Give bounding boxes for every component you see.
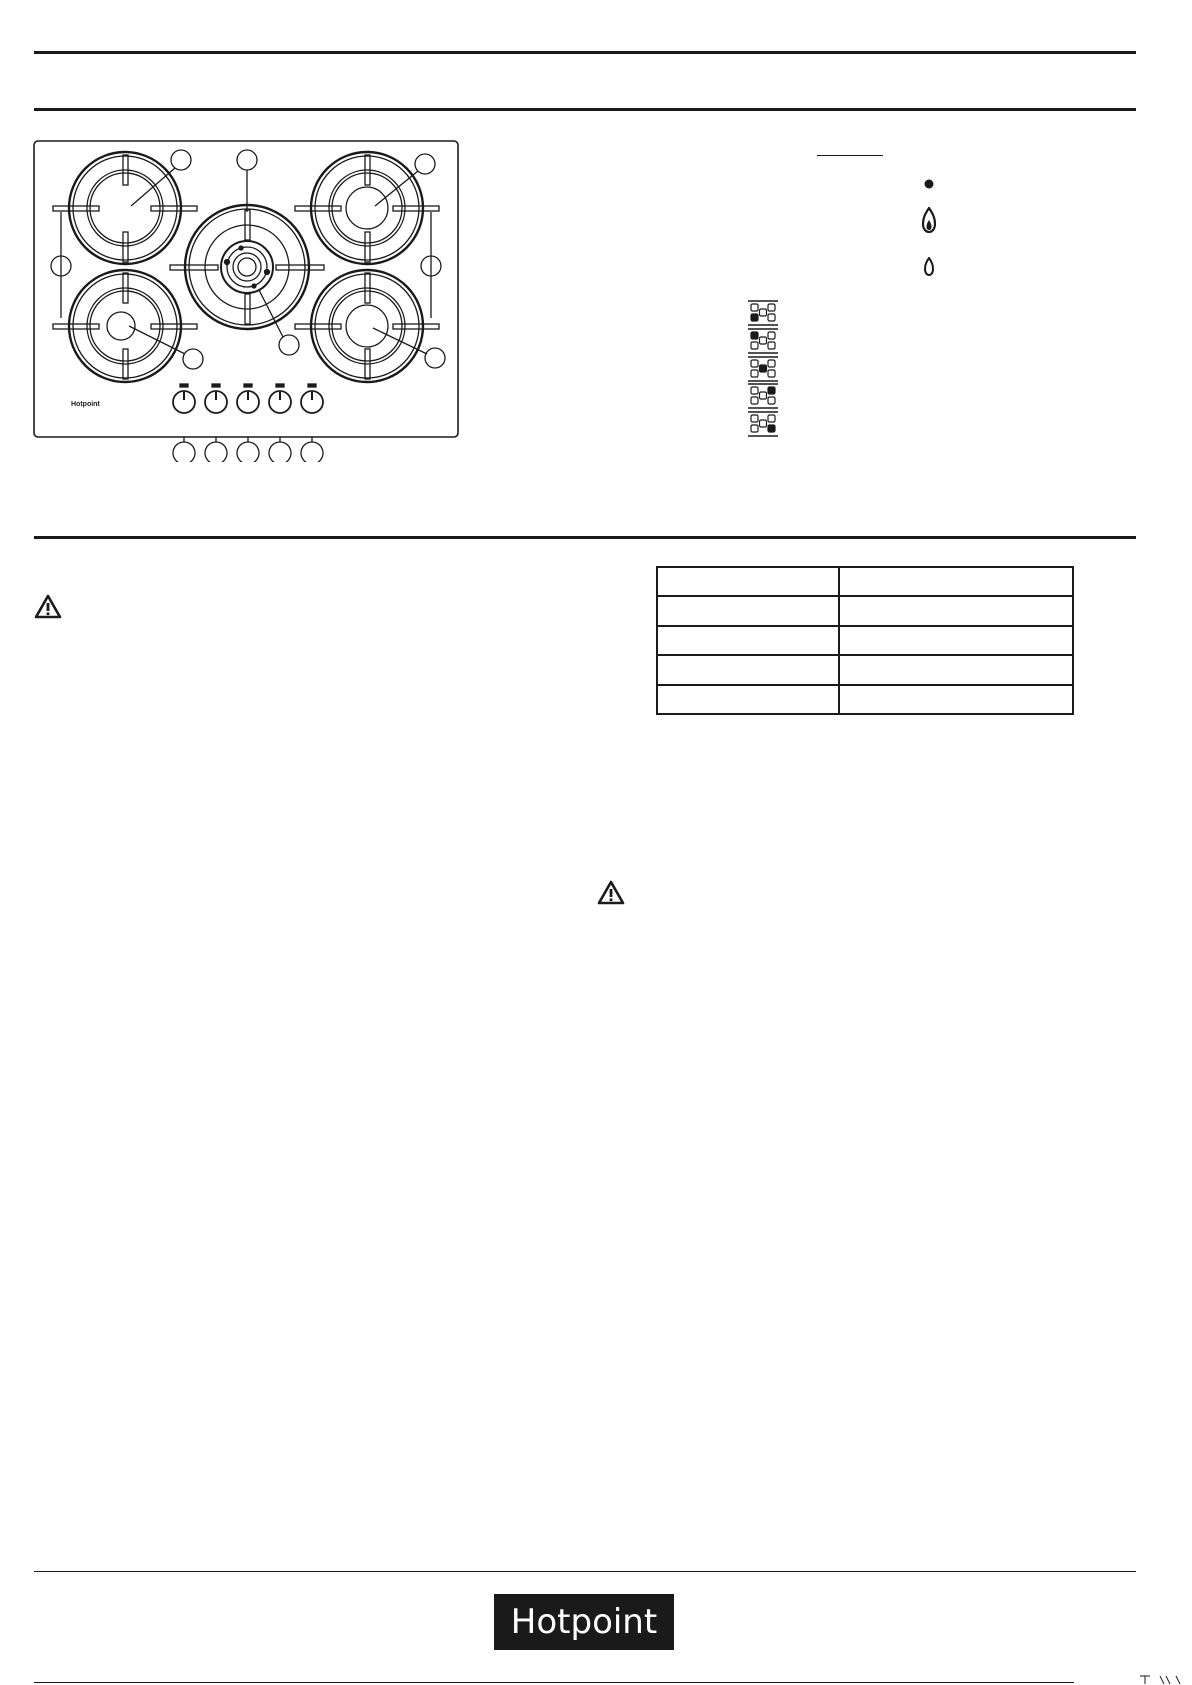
hob-diagram (33, 140, 461, 462)
key-underline (817, 155, 883, 156)
corner-mark-icon (1132, 1674, 1192, 1685)
small-flame-icon (924, 257, 934, 276)
layout-rear-right-icon (748, 383, 778, 409)
table-cell (657, 685, 839, 714)
bottom-rule (34, 1682, 1074, 1683)
table-cell (839, 596, 1073, 625)
table-cell (657, 596, 839, 625)
burner-centre-wok (170, 205, 324, 329)
burner-bottom-left (53, 270, 197, 382)
off-dot-icon (924, 179, 934, 189)
logo-text: Hotpoint (510, 1602, 658, 1642)
section-rule-1 (34, 108, 1136, 111)
control-knobs (173, 384, 323, 413)
warning-icon (597, 880, 625, 906)
burner-bottom-right (295, 270, 439, 382)
table-row (657, 655, 1073, 684)
hotpoint-logo (494, 1594, 674, 1650)
table-row (657, 596, 1073, 625)
table-cell (657, 655, 839, 684)
table-row (657, 685, 1073, 714)
section-rule-2 (34, 536, 1136, 539)
layout-front-right-icon (748, 411, 778, 437)
table-cell (839, 567, 1073, 596)
table-cell (657, 567, 839, 596)
gas-table (656, 566, 1074, 715)
table-cell (839, 626, 1073, 655)
large-flame-icon (922, 207, 936, 233)
table-cell (839, 685, 1073, 714)
top-rule (34, 51, 1136, 54)
table-cell (839, 655, 1073, 684)
burner-top-right (295, 152, 439, 264)
warning-icon (34, 594, 62, 620)
table-cell (657, 626, 839, 655)
table-row (657, 626, 1073, 655)
hob-brand-label: Hotpoint (71, 401, 100, 408)
layout-front-left-icon (748, 300, 778, 326)
layout-rear-left-icon (748, 328, 778, 354)
layout-centre-icon (748, 356, 778, 382)
footer-rule (34, 1571, 1136, 1572)
knob-callouts (173, 437, 323, 462)
table-row (657, 567, 1073, 596)
